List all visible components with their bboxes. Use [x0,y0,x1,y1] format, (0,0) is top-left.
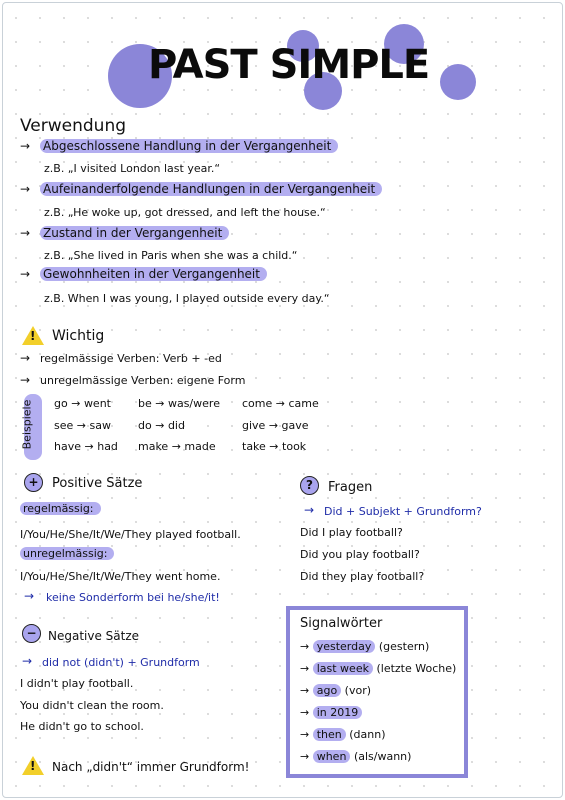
arrow-icon: → [20,373,31,387]
warning-mark: ! [30,759,36,773]
beispiele-label: Beispiele [20,399,34,450]
negative-example-3: He didn't go to school. [20,720,144,733]
wichtig-rule-2: unregelmässige Verben: eigene Form [40,374,246,387]
arrow-icon: → [20,226,31,240]
negative-example-2: You didn't clean the room. [20,699,164,712]
negative-rule: did not (didn't) + Grundform [42,656,200,669]
minus-icon: − [22,624,41,643]
fragen-example-3: Did they play football? [300,570,425,583]
verb-example: be → was/were [138,397,220,410]
title-blob-right [440,64,476,100]
fragen-example-1: Did I play football? [300,526,403,539]
positive-irregular-example: I/You/He/She/It/We/They went home. [20,570,221,583]
verb-example: have → had [54,440,118,453]
arrow-icon: → [20,351,31,365]
question-icon: ? [300,476,319,495]
signal-item: → then (dann) [300,728,386,741]
page-title: PAST SIMPLE [148,42,430,88]
verwendung-item-2: Aufeinanderfolgende Handlungen in der Vergangenheit [40,182,382,196]
arrow-icon: → [20,267,31,281]
warning-mark: ! [30,329,36,343]
fragen-example-2: Did you play football? [300,548,420,561]
signal-item: → when (als/wann) [300,750,412,763]
verwendung-item-4: Gewohnheiten in der Vergangenheit [40,267,267,281]
verb-example: see → saw [54,419,111,432]
verwendung-example-2: z.B. „He woke up, got dressed, and left the house.“ [44,206,326,219]
positive-irregular-label: unregelmässig: [20,547,114,560]
plus-icon: + [24,473,43,492]
positive-regular-label: regelmässig: [20,502,101,515]
signal-heading: Signalwörter [300,616,383,631]
arrow-icon: → [304,503,315,517]
signal-item: → in 2019 [300,706,362,719]
arrow-icon: → [20,139,31,153]
signal-item: → ago (vor) [300,684,372,697]
verb-example: make → made [138,440,216,453]
verb-example: do → did [138,419,185,432]
arrow-icon: → [22,654,33,668]
wichtig-heading: Wichtig [52,328,105,344]
verwendung-heading: Verwendung [20,116,127,136]
positive-regular-example: I/You/He/She/It/We/They played football. [20,528,241,541]
fragen-rule: Did + Subjekt + Grundform? [324,505,482,518]
verb-example: give → gave [242,419,309,432]
verwendung-example-1: z.B. „I visited London last year.“ [44,162,221,175]
positive-note: keine Sonderform bei he/she/it! [46,591,220,604]
verwendung-item-1: Abgeschlossene Handlung in der Vergangenheit [40,139,338,153]
wichtig-rule-1: regelmässige Verben: Verb + -ed [40,352,222,365]
footer-note: Nach „didn't“ immer Grundform! [52,760,250,774]
verwendung-example-3: z.B. „She lived in Paris when she was a child.“ [44,249,298,262]
arrow-icon: → [20,182,31,196]
signal-item: → last week (letzte Woche) [300,662,457,675]
fragen-heading: Fragen [328,480,373,495]
verwendung-example-4: z.B. When I was young, I played outside every day.“ [44,292,330,305]
negative-example-1: I didn't play football. [20,677,134,690]
arrow-icon: → [24,589,35,603]
verb-example: come → came [242,397,319,410]
negative-heading: Negative Sätze [48,629,140,643]
signal-item: → yesterday (gestern) [300,640,430,653]
verb-example: go → went [54,397,111,410]
verwendung-item-3: Zustand in der Vergangenheit [40,226,229,240]
beispiele-tag [20,394,42,460]
positive-heading: Positive Sätze [52,476,143,491]
signalwoerter-box [286,606,468,778]
verb-example: take → took [242,440,307,453]
